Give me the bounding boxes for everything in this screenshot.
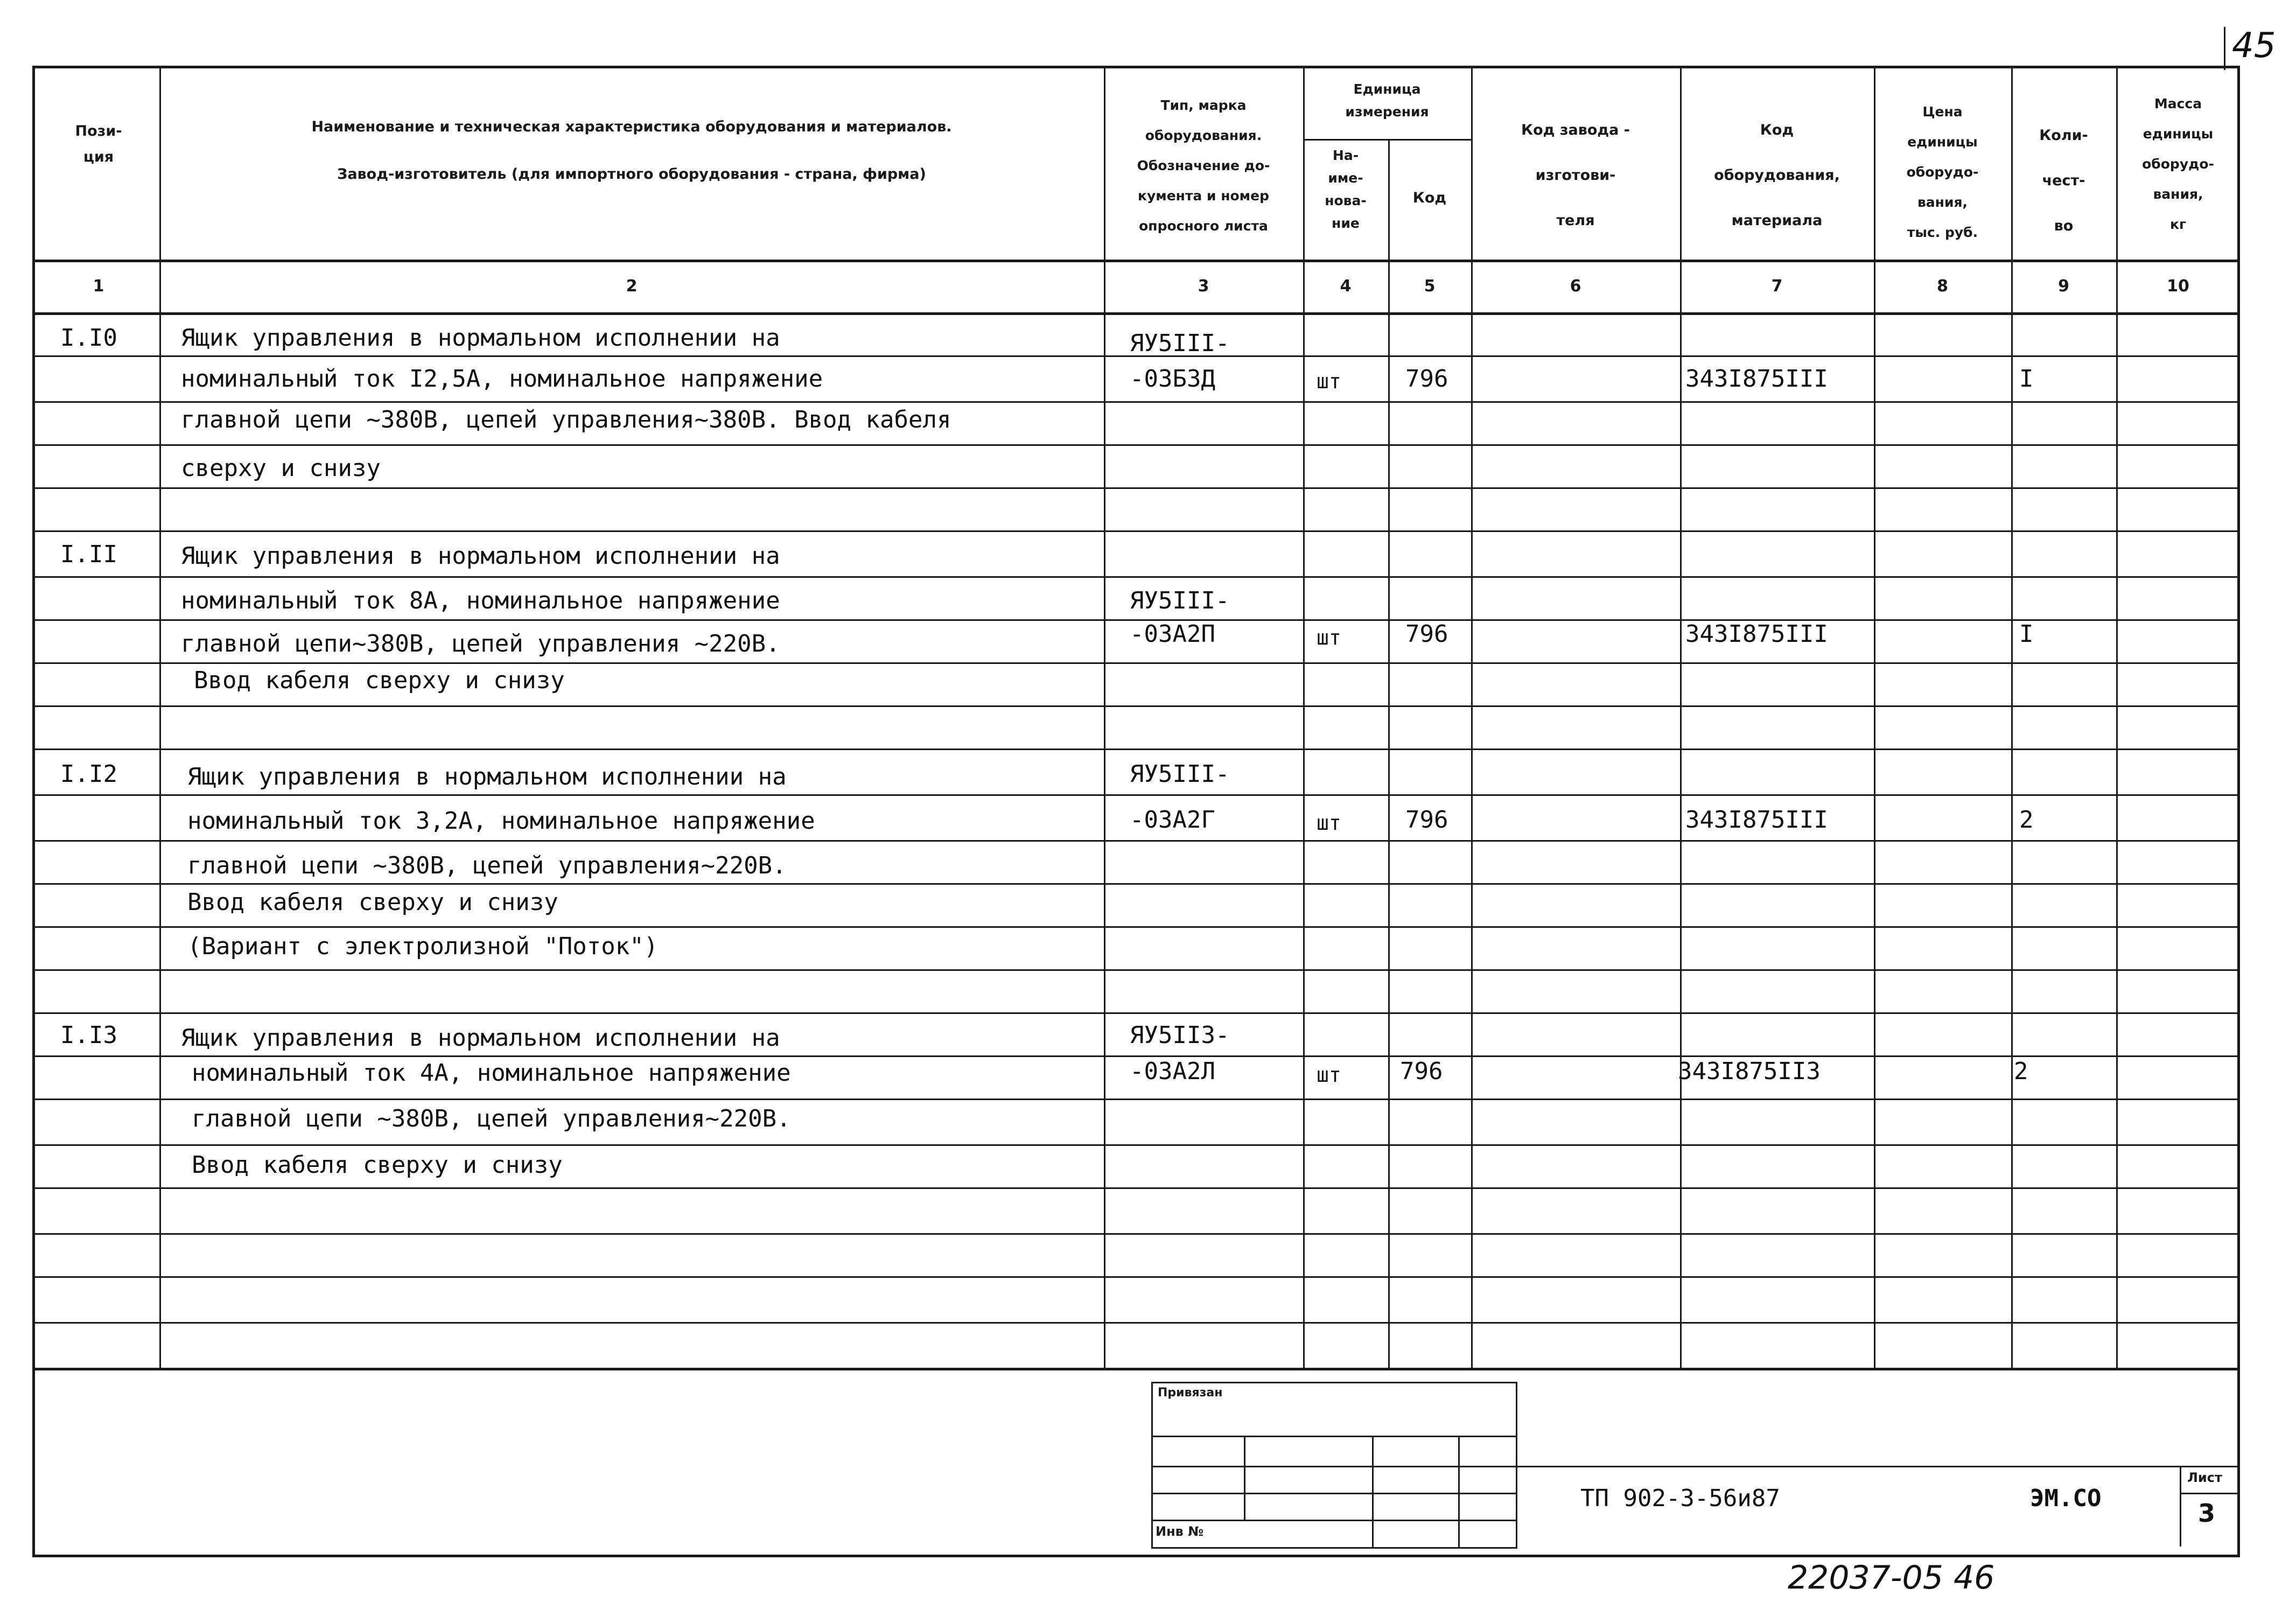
item-type-mark: -03А2П xyxy=(1130,620,1215,648)
column-number: 7 xyxy=(1771,277,1783,296)
item-description-line: Ввод кабеля сверху и снизу xyxy=(187,889,558,916)
item-quantity: 2 xyxy=(2014,1058,2028,1085)
item-description-line: Ввод кабеля сверху и снизу xyxy=(194,667,565,694)
item-position: I.I2 xyxy=(60,760,117,788)
column-number: 4 xyxy=(1340,277,1352,296)
item-description-line: номинальный ток 8А, номинальное напряжение xyxy=(181,587,780,614)
page-number-tick xyxy=(2224,27,2225,70)
header-equipment-code: Код оборудования, материала xyxy=(1714,122,1840,229)
item-unit: шт xyxy=(1317,811,1341,835)
item-type-mark: ЯУ5III- xyxy=(1130,330,1230,357)
item-type-mark: ЯУ5II3- xyxy=(1130,1022,1230,1049)
header-position: Пози- ция xyxy=(75,123,122,165)
column-number: 10 xyxy=(2167,277,2189,296)
item-quantity: I xyxy=(2019,620,2034,648)
column-number: 6 xyxy=(1570,277,1581,296)
header-name-line2: Завод-изготовитель (для импортного оборудования - страна, фирма) xyxy=(337,166,926,183)
item-quantity: I xyxy=(2019,365,2034,393)
column-number: 1 xyxy=(93,277,104,296)
item-unit-code: 796 xyxy=(1400,1058,1443,1085)
item-unit: шт xyxy=(1317,369,1341,393)
item-description-line: главной цепи ~380В, цепей управления~220В. xyxy=(187,852,787,879)
stamp-bound-label: Привязан xyxy=(1158,1386,1223,1400)
item-equipment-code: 343I875III xyxy=(1685,620,1828,648)
item-description-line: номинальный ток 4А, номинальное напряжение xyxy=(192,1059,791,1087)
column-number: 2 xyxy=(626,277,638,296)
header-type: Тип, марка оборудования. Обозначение до- кумента и номер опросного листа xyxy=(1137,97,1270,234)
header-name-line1: Наименование и техническая характеристика оборудования и материалов. xyxy=(311,118,952,135)
item-description-line: номинальный ток I2,5А, номинальное напряжение xyxy=(181,365,823,393)
header-unit: Единица измерения xyxy=(1345,81,1429,120)
item-description-line: сверху и снизу xyxy=(181,454,381,482)
item-description-line: (Вариант с электролизной "Поток") xyxy=(187,933,659,960)
header-unit-name: На- име- нова- ние xyxy=(1325,148,1367,231)
header-unit-code: Код xyxy=(1412,190,1447,206)
item-type-mark: ЯУ5III- xyxy=(1130,760,1230,788)
item-description-line: главной цепи~380В, цепей управления ~220В. xyxy=(181,630,780,657)
sheet-number: 3 xyxy=(2198,1499,2216,1528)
item-type-mark: -03Б3Д xyxy=(1130,365,1215,393)
column-number: 5 xyxy=(1424,277,1436,296)
item-equipment-code: 343I875III xyxy=(1685,806,1828,834)
column-number: 3 xyxy=(1198,277,1209,296)
footer-code: 22037-05 46 xyxy=(1788,1559,1995,1597)
item-unit-code: 796 xyxy=(1405,365,1448,393)
item-quantity: 2 xyxy=(2019,806,2034,834)
item-description-line: Ввод кабеля сверху и снизу xyxy=(192,1151,563,1179)
item-position: I.I0 xyxy=(60,324,117,352)
document-mark: ЭМ.СО xyxy=(2030,1485,2102,1512)
column-number: 8 xyxy=(1937,277,1948,296)
header-mass: Масса единицы оборудо- вания, кг xyxy=(2142,96,2214,232)
sheet-label: Лист xyxy=(2187,1470,2222,1485)
item-type-mark: -03А2Л xyxy=(1130,1058,1215,1085)
item-type-mark: ЯУ5III- xyxy=(1130,587,1230,614)
item-position: I.II xyxy=(60,541,117,568)
item-unit-code: 796 xyxy=(1405,620,1448,648)
item-unit-code: 796 xyxy=(1405,806,1448,834)
header-quantity: Коли- чест- во xyxy=(2039,127,2088,234)
item-description-line: номинальный ток 3,2А, номинальное напряжение xyxy=(187,807,815,835)
item-description-line: главной цепи ~380В, цепей управления~220В. xyxy=(192,1105,791,1132)
item-description-line: Ящик управления в нормальном исполнении на xyxy=(187,763,787,790)
header-manufacturer-code: Код завода - изготови- теля xyxy=(1521,122,1630,229)
item-type-mark: -03А2Г xyxy=(1130,806,1215,834)
item-unit: шт xyxy=(1317,1063,1341,1087)
item-description-line: главной цепи ~380В, цепей управления~380В. Ввод кабеля xyxy=(181,406,951,433)
item-description-line: Ящик управления в нормальном исполнении на xyxy=(181,542,780,570)
item-equipment-code: 343I875II3 xyxy=(1678,1058,1821,1085)
item-unit: шт xyxy=(1317,626,1341,649)
item-position: I.I3 xyxy=(60,1022,117,1049)
page-number: 45 xyxy=(2232,26,2276,66)
header-price: Цена единицы оборудо- вания, тыс. руб. xyxy=(1906,104,1979,240)
item-equipment-code: 343I875III xyxy=(1685,365,1828,393)
item-description-line: Ящик управления в нормальном исполнении на xyxy=(181,324,780,352)
column-number: 9 xyxy=(2058,277,2069,296)
document-code: ТП 902-3-56и87 xyxy=(1580,1485,1780,1512)
stamp-inventory-label: Инв № xyxy=(1156,1524,1204,1539)
item-description-line: Ящик управления в нормальном исполнении на xyxy=(181,1024,780,1052)
